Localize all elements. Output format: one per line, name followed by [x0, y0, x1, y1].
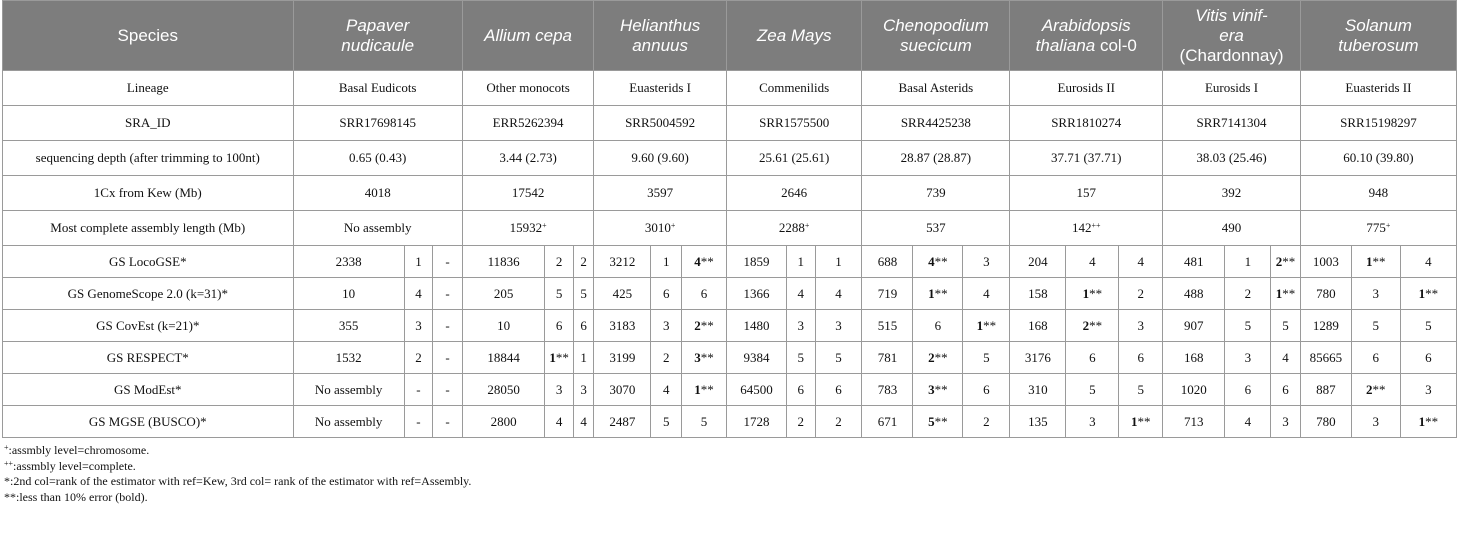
rank-kew-cell: 4** [913, 246, 963, 278]
footnote [4, 474, 1460, 490]
rank-kew-cell: 2** [913, 342, 963, 374]
assembly-length: 2288 [778, 220, 805, 235]
estimate-cell: 671 [862, 406, 913, 438]
assembly-length: 775 [1366, 220, 1386, 235]
table-cell: Euasterids I [594, 71, 727, 106]
table-row [3, 374, 1457, 406]
header-species-1 [462, 1, 594, 71]
estimate-cell: 355 [293, 310, 404, 342]
table-cell: SRR4425238 [862, 106, 1010, 141]
header-species-4 [862, 1, 1010, 71]
rank-assembly-cell: 6 [1119, 342, 1163, 374]
estimate-cell: 1289 [1300, 310, 1351, 342]
species-name-line2: nudicaule [341, 35, 415, 55]
estimate-cell: 10 [462, 310, 545, 342]
rank-kew-cell: 2** [1351, 374, 1400, 406]
rank-assembly-cell: 3 [1400, 374, 1456, 406]
rank-assembly-cell: 5 [815, 342, 862, 374]
table-row [3, 406, 1457, 438]
table-cell [293, 211, 462, 246]
estimate-cell: No assembly [293, 374, 404, 406]
rank-kew-cell: 1** [545, 342, 574, 374]
assembly-length: 537 [926, 220, 946, 235]
rank-kew-cell: 1** [913, 278, 963, 310]
estimate-cell: No assembly [293, 406, 404, 438]
rank-assembly-cell: 1** [1271, 278, 1301, 310]
rank-kew-cell: 3 [1225, 342, 1271, 374]
rank-assembly-cell: 6 [1400, 342, 1456, 374]
genome-size-table [2, 0, 1457, 438]
rank-kew-cell: 3 [651, 310, 682, 342]
rank-assembly-cell: 2 [815, 406, 862, 438]
rank-assembly-cell: 1** [1400, 406, 1456, 438]
rank-kew-cell: 3** [913, 374, 963, 406]
estimate-cell: 719 [862, 278, 913, 310]
table-cell: 4018 [293, 176, 462, 211]
rank-assembly-cell: 5 [1119, 374, 1163, 406]
rank-kew-cell: 6 [913, 310, 963, 342]
rank-assembly-cell: 3 [573, 374, 593, 406]
table-row [3, 71, 1457, 106]
rank-assembly-cell: 3 [963, 246, 1010, 278]
rank-assembly-cell: 5 [682, 406, 727, 438]
species-name-line2: suecicum [899, 35, 972, 55]
table-cell [1300, 211, 1456, 246]
table-cell [1010, 211, 1163, 246]
row-label: 1Cx from Kew (Mb) [3, 176, 294, 211]
table-cell: 2646 [726, 176, 862, 211]
rank-assembly-cell: 4 [573, 406, 593, 438]
rank-kew-cell: 4 [651, 374, 682, 406]
row-label: GS GenomeScope 2.0 (k=31)* [3, 278, 294, 310]
rank-assembly-cell: 2** [682, 310, 727, 342]
table-cell [726, 211, 862, 246]
rank-assembly-cell: 3 [1119, 310, 1163, 342]
rank-assembly-cell: - [433, 342, 463, 374]
estimate-cell: 205 [462, 278, 545, 310]
table-cell: 25.61 (25.61) [726, 141, 862, 176]
rank-assembly-cell: 4 [1271, 342, 1301, 374]
rank-kew-cell: - [404, 374, 433, 406]
estimate-cell: 310 [1010, 374, 1066, 406]
header-species-label: Species [3, 1, 294, 71]
rank-kew-cell: 3 [1351, 278, 1400, 310]
rank-kew-cell: 6 [1225, 374, 1271, 406]
rank-assembly-cell: 4 [1400, 246, 1456, 278]
rank-assembly-cell: - [433, 374, 463, 406]
estimate-cell: 488 [1163, 278, 1225, 310]
rank-kew-cell: 3 [404, 310, 433, 342]
rank-assembly-cell: - [433, 246, 463, 278]
rank-kew-cell: 3 [1351, 406, 1400, 438]
rank-kew-cell: 4 [545, 406, 574, 438]
table-cell: 739 [862, 176, 1010, 211]
rank-kew-cell: 6 [787, 374, 816, 406]
table-row [3, 211, 1457, 246]
row-label: Most complete assembly length (Mb) [3, 211, 294, 246]
table-row [3, 141, 1457, 176]
footnote [4, 490, 1460, 506]
estimate-cell: 3070 [594, 374, 651, 406]
table-cell: SRR15198297 [1300, 106, 1456, 141]
header-species-7 [1300, 1, 1456, 71]
rank-kew-cell: 6 [545, 310, 574, 342]
footnote-marker: ++ [4, 458, 14, 468]
header-species-5 [1010, 1, 1163, 71]
rank-kew-cell: 5 [787, 342, 816, 374]
assembly-level-marker: + [542, 221, 547, 230]
estimate-cell: 425 [594, 278, 651, 310]
table-cell: 3.44 (2.73) [462, 141, 594, 176]
estimate-cell: 168 [1163, 342, 1225, 374]
table-cell: Basal Asterids [862, 71, 1010, 106]
table-cell [1163, 211, 1301, 246]
estimate-cell: 1366 [726, 278, 786, 310]
table-row [3, 278, 1457, 310]
estimate-cell: 64500 [726, 374, 786, 406]
assembly-length: No assembly [343, 220, 412, 235]
header-species-6 [1163, 1, 1301, 71]
estimate-cell: 9384 [726, 342, 786, 374]
table-row [3, 310, 1457, 342]
rank-kew-cell: 4 [404, 278, 433, 310]
rank-assembly-cell: 4 [1119, 246, 1163, 278]
assembly-length: 490 [1221, 220, 1242, 235]
rank-assembly-cell: 6 [815, 374, 862, 406]
species-name-line2: tuberosum [1338, 35, 1419, 55]
row-label: sequencing depth (after trimming to 100nt) [3, 141, 294, 176]
estimate-cell: 3176 [1010, 342, 1066, 374]
rank-assembly-cell: 6 [573, 310, 593, 342]
rank-kew-cell: 2 [651, 342, 682, 374]
table-cell: Euasterids II [1300, 71, 1456, 106]
footnote [4, 443, 1460, 459]
assembly-level-marker: + [804, 221, 810, 230]
rank-kew-cell: 5 [545, 278, 574, 310]
species-name-line1: Solanum [1344, 15, 1412, 35]
rank-assembly-cell: 1** [1119, 406, 1163, 438]
estimate-cell: 780 [1300, 406, 1351, 438]
table-cell: 60.10 (39.80) [1300, 141, 1456, 176]
rank-kew-cell: 5 [1225, 310, 1271, 342]
footnote-marker: + [4, 443, 9, 452]
rank-kew-cell: 1 [651, 246, 682, 278]
rank-assembly-cell: 3 [815, 310, 862, 342]
table-cell [862, 211, 1010, 246]
estimate-cell: 28050 [462, 374, 545, 406]
rank-kew-cell: 2 [1225, 278, 1271, 310]
species-strain: col-0 [1095, 35, 1137, 55]
estimate-cell: 780 [1300, 278, 1351, 310]
species-name-line1: Allium cepa [484, 25, 573, 45]
rank-kew-cell: 6 [1066, 342, 1119, 374]
header-row [3, 1, 1457, 71]
rank-kew-cell: 5 [651, 406, 682, 438]
header-species-2 [594, 1, 727, 71]
estimate-cell: 515 [862, 310, 913, 342]
rank-assembly-cell: 3 [1271, 406, 1301, 438]
table-cell: 948 [1300, 176, 1456, 211]
table-cell: 38.03 (25.46) [1163, 141, 1301, 176]
rank-assembly-cell: 1 [815, 246, 862, 278]
rank-assembly-cell: 5 [1271, 310, 1301, 342]
rank-assembly-cell: 1** [682, 374, 727, 406]
rank-kew-cell: 6 [1351, 342, 1400, 374]
rank-assembly-cell: 4** [682, 246, 727, 278]
rank-assembly-cell: 1 [573, 342, 593, 374]
assembly-length: 142 [1071, 220, 1092, 235]
species-name-line1: Zea Mays [756, 25, 832, 45]
estimate-cell: 135 [1010, 406, 1066, 438]
rank-assembly-cell: 6 [1271, 374, 1301, 406]
table-cell: Eurosids I [1163, 71, 1301, 106]
estimate-cell: 688 [862, 246, 913, 278]
table-cell [462, 211, 594, 246]
rank-kew-cell: 4 [1225, 406, 1271, 438]
estimate-cell: 1728 [726, 406, 786, 438]
row-label: SRA_ID [3, 106, 294, 141]
estimate-cell: 481 [1163, 246, 1225, 278]
footnote-text: :assmbly level=complete. [13, 458, 136, 473]
rank-assembly-cell: 2 [1119, 278, 1163, 310]
rank-assembly-cell: 5 [1400, 310, 1456, 342]
table-cell: 9.60 (9.60) [594, 141, 727, 176]
table-cell: 157 [1010, 176, 1163, 211]
rank-kew-cell: 5** [913, 406, 963, 438]
estimate-cell: 85665 [1300, 342, 1351, 374]
table-cell: 28.87 (28.87) [862, 141, 1010, 176]
table-row [3, 342, 1457, 374]
table-cell: SRR1575500 [726, 106, 862, 141]
table-cell: 392 [1163, 176, 1301, 211]
rank-kew-cell: - [404, 406, 433, 438]
rank-kew-cell: 4 [1066, 246, 1119, 278]
rank-assembly-cell: 2 [963, 406, 1010, 438]
estimate-cell: 713 [1163, 406, 1225, 438]
table-cell: Eurosids II [1010, 71, 1163, 106]
table-cell: 0.65 (0.43) [293, 141, 462, 176]
rank-assembly-cell: 2 [573, 246, 593, 278]
rank-kew-cell: 2 [545, 246, 574, 278]
rank-assembly-cell: - [433, 310, 463, 342]
species-name-line2: era [1219, 25, 1244, 45]
table-row [3, 106, 1457, 141]
species-name-line1: Papaver [346, 15, 410, 35]
row-label: GS LocoGSE* [3, 246, 294, 278]
species-name-line2: annuus [632, 35, 688, 55]
table-cell: SRR5004592 [594, 106, 727, 141]
estimate-cell: 11836 [462, 246, 545, 278]
rank-kew-cell: 1 [404, 246, 433, 278]
assembly-level-marker: + [1385, 221, 1391, 230]
row-label: GS RESPECT* [3, 342, 294, 374]
estimate-cell: 2487 [594, 406, 651, 438]
species-name-line1: Chenopodium [882, 15, 989, 35]
estimate-cell: 3183 [594, 310, 651, 342]
row-label: Lineage [3, 71, 294, 106]
rank-assembly-cell: 1** [1400, 278, 1456, 310]
table-cell: Commenilids [726, 71, 862, 106]
rank-assembly-cell: 6 [963, 374, 1010, 406]
estimate-cell: 1020 [1163, 374, 1225, 406]
estimate-cell: 3212 [594, 246, 651, 278]
table-row [3, 246, 1457, 278]
rank-kew-cell: 1** [1066, 278, 1119, 310]
table-row [3, 176, 1457, 211]
rank-kew-cell: 1 [1225, 246, 1271, 278]
table-cell: SRR1810274 [1010, 106, 1163, 141]
rank-kew-cell: 2 [404, 342, 433, 374]
rank-assembly-cell: 5 [963, 342, 1010, 374]
table-cell: 37.71 (37.71) [1010, 141, 1163, 176]
species-name-line1: Arabidopsis [1041, 15, 1131, 35]
rank-kew-cell: 6 [651, 278, 682, 310]
row-label: GS MGSE (BUSCO)* [3, 406, 294, 438]
table-cell [594, 211, 727, 246]
rank-assembly-cell: - [433, 406, 463, 438]
estimate-cell: 2800 [462, 406, 545, 438]
rank-kew-cell: 3 [787, 310, 816, 342]
rank-kew-cell: 5 [1066, 374, 1119, 406]
rank-kew-cell: 5 [1351, 310, 1400, 342]
rank-kew-cell: 1 [787, 246, 816, 278]
estimate-cell: 887 [1300, 374, 1351, 406]
estimate-cell: 2338 [293, 246, 404, 278]
rank-assembly-cell: 5 [573, 278, 593, 310]
estimate-cell: 204 [1010, 246, 1066, 278]
header-species-3 [726, 1, 862, 71]
rank-kew-cell: 2** [1066, 310, 1119, 342]
assembly-length: 15932 [509, 220, 543, 235]
table-cell: ERR5262394 [462, 106, 594, 141]
table-cell: Basal Eudicots [293, 71, 462, 106]
rank-assembly-cell: 3** [682, 342, 727, 374]
row-label: GS ModEst* [3, 374, 294, 406]
table-cell: SRR17698145 [293, 106, 462, 141]
rank-kew-cell: 1** [1351, 246, 1400, 278]
rank-kew-cell: 3 [1066, 406, 1119, 438]
rank-assembly-cell: 4 [815, 278, 862, 310]
rank-kew-cell: 4 [787, 278, 816, 310]
species-name-line2: thaliana [1035, 35, 1096, 55]
rank-assembly-cell: 1** [963, 310, 1010, 342]
species-name-line3: (Chardonnay) [1179, 45, 1284, 65]
footnote [4, 459, 1460, 475]
estimate-cell: 1003 [1300, 246, 1351, 278]
estimate-cell: 1480 [726, 310, 786, 342]
estimate-cell: 907 [1163, 310, 1225, 342]
footnotes [4, 443, 1460, 505]
estimate-cell: 3199 [594, 342, 651, 374]
species-name-line1: Helianthus [619, 15, 701, 35]
rank-assembly-cell: 4 [963, 278, 1010, 310]
footnote-text: *:2nd col=rank of the estimator with ref=Kew, 3rd col= rank of the estimator with ref=Assembly. [4, 474, 472, 488]
estimate-cell: 783 [862, 374, 913, 406]
rank-kew-cell: 3 [545, 374, 574, 406]
footnote-text: :assmbly level=chromosome. [8, 443, 150, 457]
footnote-text: **:less than 10% error (bold). [4, 489, 148, 504]
species-name-line1: Vitis vinif- [1195, 5, 1268, 25]
table-cell: 17542 [462, 176, 594, 211]
estimate-cell: 18844 [462, 342, 545, 374]
estimate-cell: 1859 [726, 246, 786, 278]
estimate-cell: 158 [1010, 278, 1066, 310]
table-cell: Other monocots [462, 71, 594, 106]
rank-assembly-cell: 6 [682, 278, 727, 310]
estimate-cell: 168 [1010, 310, 1066, 342]
rank-kew-cell: 2 [787, 406, 816, 438]
estimate-cell: 1532 [293, 342, 404, 374]
table-cell: 3597 [594, 176, 727, 211]
row-label: GS CovEst (k=21)* [3, 310, 294, 342]
rank-assembly-cell: - [433, 278, 463, 310]
assembly-level-marker: ++ [1091, 221, 1101, 230]
table-cell: SRR7141304 [1163, 106, 1301, 141]
estimate-cell: 781 [862, 342, 913, 374]
header-species-0 [293, 1, 462, 71]
assembly-level-marker: + [670, 221, 676, 230]
estimate-cell: 10 [293, 278, 404, 310]
assembly-length: 3010 [644, 220, 671, 235]
rank-assembly-cell: 2** [1271, 246, 1301, 278]
